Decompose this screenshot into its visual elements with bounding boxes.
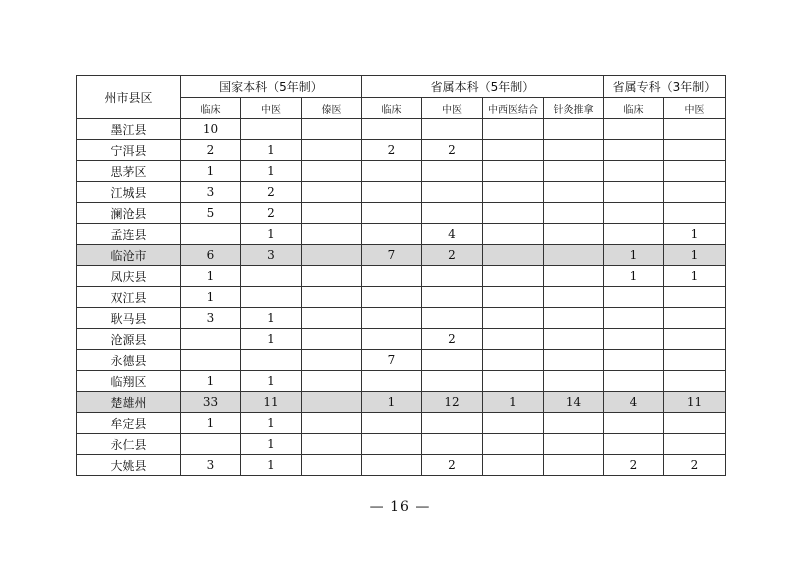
table-cell xyxy=(544,413,604,434)
region-name: 沧源县 xyxy=(77,329,181,350)
table-cell xyxy=(483,140,544,161)
table-cell xyxy=(544,266,604,287)
region-name: 永德县 xyxy=(77,350,181,371)
column-header: 中西医结合 xyxy=(483,98,544,119)
table-cell xyxy=(362,413,422,434)
column-header: 临床 xyxy=(362,98,422,119)
table-cell xyxy=(604,413,664,434)
table-row xyxy=(77,371,726,392)
table-row xyxy=(77,413,726,434)
table-cell xyxy=(544,434,604,455)
table-cell xyxy=(664,434,726,455)
column-header: 针灸推拿 xyxy=(544,98,604,119)
table-cell xyxy=(664,119,726,140)
table-cell xyxy=(483,413,544,434)
table-cell: 1 xyxy=(362,392,422,413)
allocation-table xyxy=(76,75,726,476)
table-cell: 1 xyxy=(241,413,302,434)
table-cell xyxy=(544,161,604,182)
table-cell: 2 xyxy=(362,140,422,161)
table-cell xyxy=(483,161,544,182)
table-cell: 6 xyxy=(181,245,241,266)
table-cell: 2 xyxy=(422,140,483,161)
table-cell: 2 xyxy=(664,455,726,476)
table-cell: 1 xyxy=(604,266,664,287)
table-cell: 10 xyxy=(181,119,241,140)
table-cell xyxy=(483,266,544,287)
group-header: 省属专科（3年制） xyxy=(604,76,726,98)
table-cell: 1 xyxy=(181,266,241,287)
table-cell xyxy=(544,224,604,245)
page-number: — 16 — xyxy=(369,499,431,515)
table-row xyxy=(77,329,726,350)
table-row xyxy=(77,224,726,245)
table-cell xyxy=(362,371,422,392)
table-cell xyxy=(362,329,422,350)
table-cell xyxy=(664,329,726,350)
region-name: 临翔区 xyxy=(77,371,181,392)
table-cell xyxy=(422,161,483,182)
table-cell xyxy=(302,434,362,455)
table-cell xyxy=(604,329,664,350)
table-cell: 11 xyxy=(664,392,726,413)
table-cell xyxy=(362,266,422,287)
table-cell xyxy=(483,224,544,245)
table-cell xyxy=(664,140,726,161)
table-cell xyxy=(483,350,544,371)
table-cell: 1 xyxy=(181,161,241,182)
table-row xyxy=(77,140,726,161)
table-row xyxy=(77,182,726,203)
table-cell xyxy=(302,371,362,392)
table-row xyxy=(77,350,726,371)
column-header: 中医 xyxy=(422,98,483,119)
table-cell xyxy=(362,119,422,140)
table-row xyxy=(77,245,726,266)
column-header: 临床 xyxy=(604,98,664,119)
table-cell xyxy=(483,203,544,224)
region-name: 永仁县 xyxy=(77,434,181,455)
table-cell xyxy=(302,455,362,476)
table-cell: 1 xyxy=(241,224,302,245)
table-cell xyxy=(362,308,422,329)
table-cell: 7 xyxy=(362,350,422,371)
table-cell: 11 xyxy=(241,392,302,413)
table-cell: 5 xyxy=(181,203,241,224)
table-cell xyxy=(664,413,726,434)
table-cell xyxy=(483,308,544,329)
table-cell xyxy=(604,350,664,371)
table-row xyxy=(77,434,726,455)
table-cell xyxy=(302,413,362,434)
table-cell xyxy=(664,308,726,329)
table-cell xyxy=(604,140,664,161)
region-name: 牟定县 xyxy=(77,413,181,434)
table-cell: 1 xyxy=(241,161,302,182)
table-cell xyxy=(302,392,362,413)
table-cell xyxy=(544,287,604,308)
table-cell xyxy=(483,287,544,308)
table-cell: 1 xyxy=(664,224,726,245)
region-name: 宁洱县 xyxy=(77,140,181,161)
region-name: 双江县 xyxy=(77,287,181,308)
table-cell xyxy=(302,119,362,140)
table-cell xyxy=(362,287,422,308)
table-cell xyxy=(544,203,604,224)
table-cell xyxy=(604,119,664,140)
table-cell: 1 xyxy=(664,266,726,287)
table-cell xyxy=(544,455,604,476)
table-row xyxy=(77,119,726,140)
table-cell: 1 xyxy=(241,371,302,392)
table-cell xyxy=(604,308,664,329)
table-cell xyxy=(544,329,604,350)
table-cell: 3 xyxy=(181,182,241,203)
column-header: 临床 xyxy=(181,98,241,119)
table-cell xyxy=(483,329,544,350)
table-cell xyxy=(302,224,362,245)
table-cell: 14 xyxy=(544,392,604,413)
table-cell: 3 xyxy=(181,455,241,476)
table-cell xyxy=(604,203,664,224)
table-cell xyxy=(422,182,483,203)
region-name: 楚雄州 xyxy=(77,392,181,413)
region-name: 江城县 xyxy=(77,182,181,203)
table-cell xyxy=(422,350,483,371)
table-cell: 1 xyxy=(181,287,241,308)
table-cell xyxy=(181,434,241,455)
table-cell: 2 xyxy=(181,140,241,161)
table-cell xyxy=(181,224,241,245)
table-cell xyxy=(544,119,604,140)
table-cell xyxy=(362,455,422,476)
region-name: 大姚县 xyxy=(77,455,181,476)
table-row xyxy=(77,308,726,329)
table-cell xyxy=(544,245,604,266)
region-name: 思茅区 xyxy=(77,161,181,182)
table-cell xyxy=(422,308,483,329)
table-cell: 1 xyxy=(181,371,241,392)
table-cell: 1 xyxy=(181,413,241,434)
table-cell xyxy=(241,119,302,140)
table-cell xyxy=(422,119,483,140)
table-cell: 3 xyxy=(241,245,302,266)
table-cell: 2 xyxy=(422,245,483,266)
table-row xyxy=(77,203,726,224)
region-name: 墨江县 xyxy=(77,119,181,140)
table-cell xyxy=(664,287,726,308)
table-cell xyxy=(362,161,422,182)
table-cell: 12 xyxy=(422,392,483,413)
table-cell: 2 xyxy=(422,329,483,350)
table-cell xyxy=(604,224,664,245)
column-header: 中医 xyxy=(241,98,302,119)
table-cell xyxy=(544,350,604,371)
group-header: 省属本科（5年制） xyxy=(362,76,604,98)
table-cell xyxy=(241,266,302,287)
table-cell: 2 xyxy=(241,182,302,203)
table-cell: 2 xyxy=(241,203,302,224)
table-cell xyxy=(302,350,362,371)
table-row xyxy=(77,455,726,476)
table-cell xyxy=(604,161,664,182)
table-cell xyxy=(544,182,604,203)
table-cell xyxy=(664,182,726,203)
table-cell: 1 xyxy=(241,434,302,455)
table-cell xyxy=(483,182,544,203)
table-cell xyxy=(181,329,241,350)
table-cell xyxy=(483,119,544,140)
table-cell xyxy=(664,371,726,392)
table-cell xyxy=(302,161,362,182)
table-cell: 1 xyxy=(664,245,726,266)
table-cell: 2 xyxy=(604,455,664,476)
table-cell xyxy=(483,434,544,455)
table-cell xyxy=(181,350,241,371)
group-header: 国家本科（5年制） xyxy=(181,76,362,98)
table-cell xyxy=(302,287,362,308)
region-name: 凤庆县 xyxy=(77,266,181,287)
table-cell: 4 xyxy=(604,392,664,413)
table-cell xyxy=(302,203,362,224)
region-name: 耿马县 xyxy=(77,308,181,329)
table-cell xyxy=(604,371,664,392)
column-header: 傣医 xyxy=(302,98,362,119)
column-header: 中医 xyxy=(664,98,726,119)
table-cell xyxy=(544,371,604,392)
table-cell xyxy=(422,266,483,287)
table-cell xyxy=(604,434,664,455)
table-cell xyxy=(604,182,664,203)
region-name: 临沧市 xyxy=(77,245,181,266)
table-cell xyxy=(664,161,726,182)
region-name: 澜沧县 xyxy=(77,203,181,224)
table-cell xyxy=(302,266,362,287)
table-cell: 1 xyxy=(241,140,302,161)
table-row xyxy=(77,161,726,182)
table-cell xyxy=(422,287,483,308)
table-cell xyxy=(422,434,483,455)
region-name: 孟连县 xyxy=(77,224,181,245)
table-cell xyxy=(422,371,483,392)
table-cell: 1 xyxy=(604,245,664,266)
table-cell xyxy=(362,224,422,245)
table-cell xyxy=(544,308,604,329)
table-row xyxy=(77,287,726,308)
table-cell xyxy=(483,245,544,266)
table-cell: 2 xyxy=(422,455,483,476)
table-row xyxy=(77,266,726,287)
table-cell: 33 xyxy=(181,392,241,413)
table-cell xyxy=(604,287,664,308)
table-cell xyxy=(422,413,483,434)
table-cell xyxy=(483,455,544,476)
table-cell xyxy=(302,329,362,350)
table-cell: 1 xyxy=(241,308,302,329)
table-cell xyxy=(241,287,302,308)
table-cell xyxy=(544,140,604,161)
table-cell xyxy=(362,434,422,455)
table-cell xyxy=(664,203,726,224)
table-cell xyxy=(302,182,362,203)
table-cell xyxy=(362,203,422,224)
table-cell xyxy=(362,182,422,203)
table-cell: 7 xyxy=(362,245,422,266)
table-cell xyxy=(302,245,362,266)
table-cell: 1 xyxy=(483,392,544,413)
table-cell xyxy=(241,350,302,371)
table-cell xyxy=(302,140,362,161)
table-row xyxy=(77,392,726,413)
region-header: 州市县区 xyxy=(77,76,181,119)
table-cell xyxy=(483,371,544,392)
table-cell xyxy=(664,350,726,371)
table-cell: 1 xyxy=(241,455,302,476)
table-cell: 1 xyxy=(241,329,302,350)
table-cell: 4 xyxy=(422,224,483,245)
table-cell xyxy=(302,308,362,329)
table-cell: 3 xyxy=(181,308,241,329)
table-cell xyxy=(422,203,483,224)
